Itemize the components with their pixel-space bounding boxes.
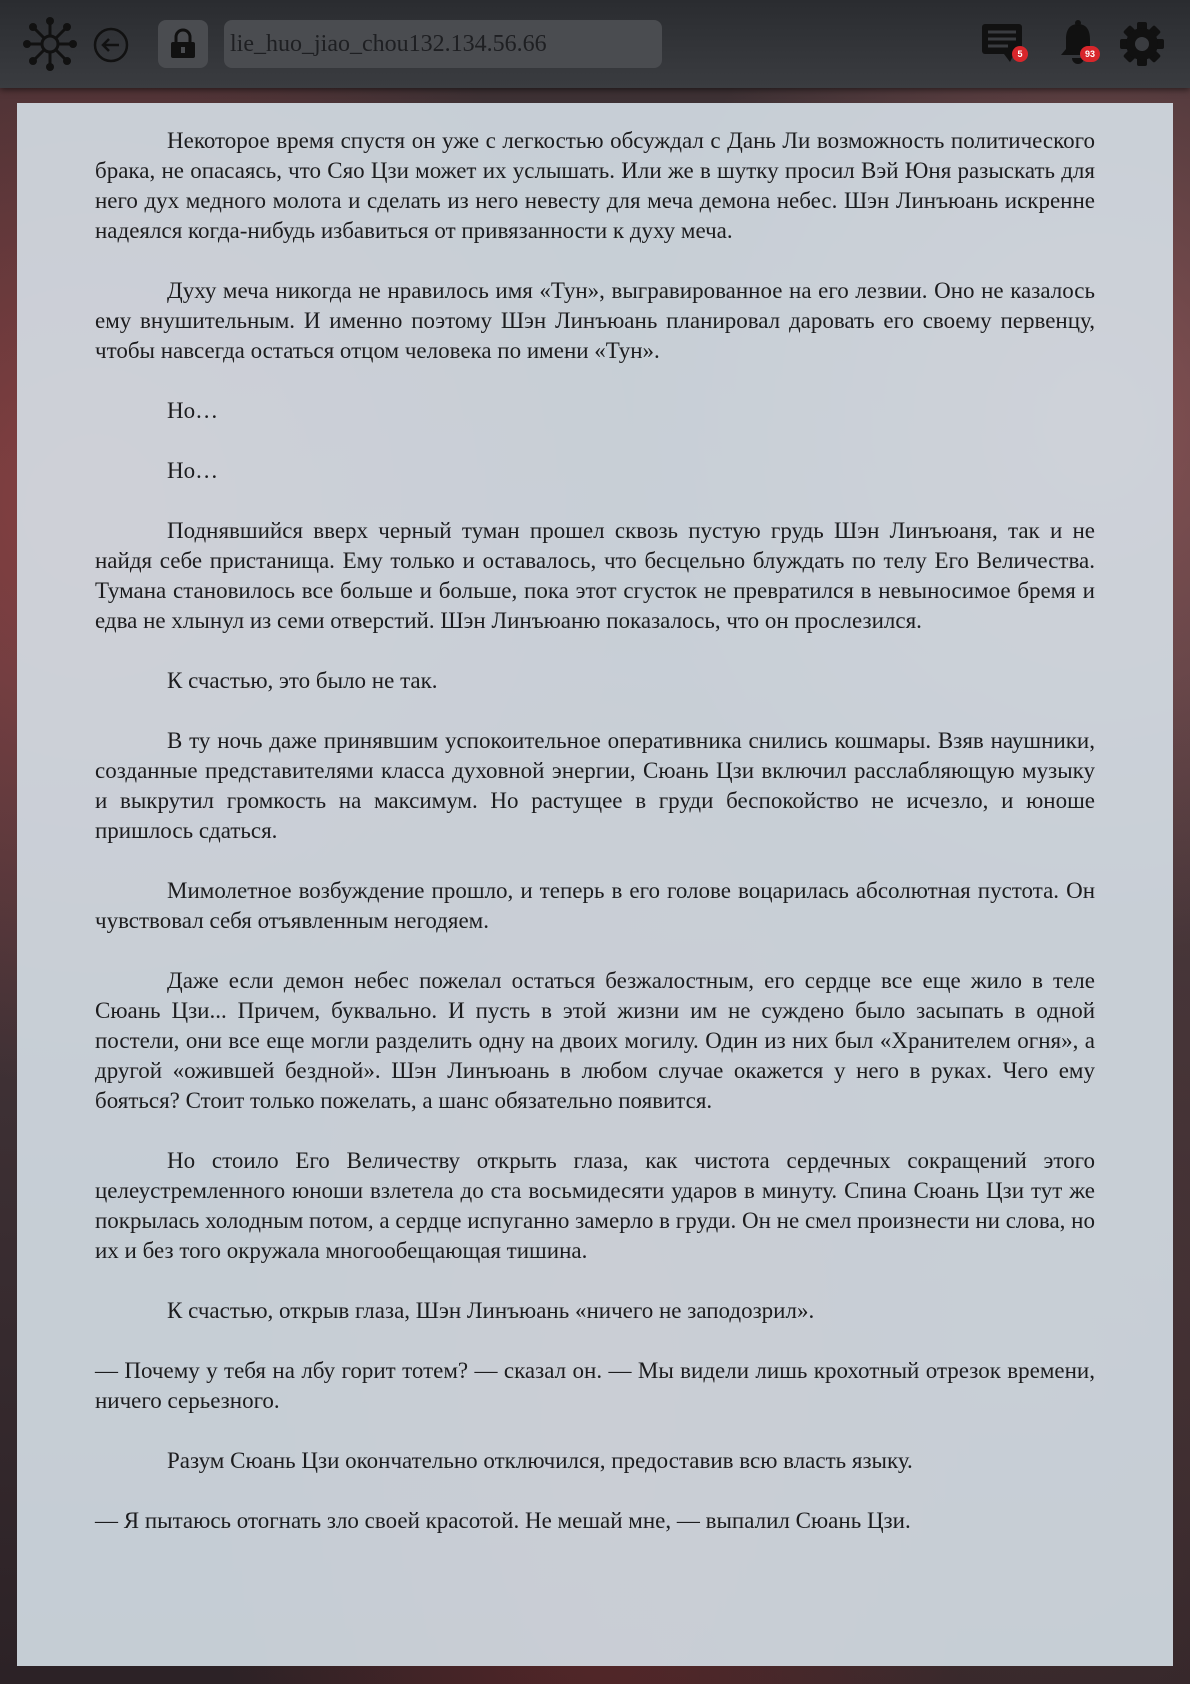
back-button[interactable] — [92, 26, 130, 64]
paragraph: Разум Сюань Цзи окончательно отключился, предоставив всю власть языку. — [167, 1448, 913, 1473]
paragraph: Поднявшийся вверх черный туман прошел сквозь пустую грудь Шэн Линъюаня, так и не найдя себе пристанища. Ему только и оставалось, что бесцельно блуждать по телу Его Величества. Тумана становилось все больше и больше, пока этот сгусток не превратился в невыносимое бремя и едва не хлынул из семи отверстий. Шэн Линъюаню показалось, что он прослезился. — [95, 518, 1095, 633]
notifications-badge: 93 — [1080, 46, 1100, 62]
dialogue-paragraph: — Я пытаюсь отогнать зло своей красотой. Не мешай мне, — выпалил Сюань Цзи. — [95, 1508, 911, 1533]
top-bar — [0, 0, 1190, 88]
paragraph: Но стоило Его Величеству открыть глаза, как чистота сердечных сокращений этого целеустремленного юноши взлетела до ста восьмидесяти ударов в минуту. Спина Сюань Цзи тут же покрылась холодным потом, а сердце испуганно замерло в груди. Он не смел произнести ни слова, но их и без того окружала многообещающая тишина. — [95, 1148, 1095, 1263]
back-arrow-icon — [92, 26, 130, 64]
paragraph: Но… — [167, 398, 219, 423]
paragraph: В ту ночь даже принявшим успокоительное оперативника снились кошмары. Взяв наушники, созданные представителями класса духовной энергии, Сюань Цзи включил расслабляющую музыку и выкрутил громкость на максимум. Но растущее в груди беспокойство не исчезло, и юноше пришлось сдаться. — [95, 728, 1095, 843]
paragraph: Некоторое время спустя он уже с легкостью обсуждал с Дань Ли возможность политического брака, не опасаясь, что Сяо Цзи может их услышать. Или же в шутку просил Вэй Юня разыскать для него дух медного молота и сделать из него невесту для меча демона небес. Шэн Линъюань искренне надеялся когда-нибудь избавиться от привязанности к духу меча. — [95, 128, 1095, 243]
messages-badge: 5 — [1012, 46, 1028, 62]
paragraph: Мимолетное возбуждение прошло, и теперь в его голове воцарилась абсолютная пустота. Он чувствовал себя отъявленным негодяем. — [95, 878, 1095, 933]
gear-icon — [1119, 21, 1165, 67]
lock-icon — [168, 28, 198, 60]
dialogue-paragraph: — Почему у тебя на лбу горит тотем? — сказал он. — Мы видели лишь крохотный отрезок времени, ничего серьезного. — [95, 1358, 1095, 1413]
paragraph: Но… — [167, 458, 219, 483]
paragraph: К счастью, это было не так. — [167, 668, 438, 693]
paragraph: Даже если демон небес пожелал остаться безжалостным, его сердце все еще жило в теле Сюань Цзи... Причем, буквально. И пусть в этой жизни им не суждено было засыпать в одной постели, они все еще могли разделить одну на двоих могилу. Один из них был «Хранителем огня», а другой «ожившей бездной». Шэн Линъюань в любом случае окажется у него в руках. Чего ему бояться? Стоит только пожелать, а шанс обязательно появится. — [95, 968, 1095, 1113]
paragraph: К счастью, открыв глаза, Шэн Линъюань «ничего не заподозрил». — [167, 1298, 815, 1323]
reader-content — [17, 103, 1173, 1666]
settings-button[interactable] — [1118, 20, 1166, 68]
address-field[interactable]: lie_huo_jiao_chou132.134.56.66 — [224, 20, 662, 68]
network-hub-icon[interactable] — [22, 16, 78, 72]
lock-button[interactable] — [158, 20, 208, 68]
paragraph: Духу меча никогда не нравилось имя «Тун», выгравированное на его лезвии. Оно не казалось ему внушительным. И именно поэтому Шэн Линъюань планировал даровать его своему первенцу, чтобы навсегда остаться отцом человека по имени «Тун». — [95, 278, 1095, 363]
